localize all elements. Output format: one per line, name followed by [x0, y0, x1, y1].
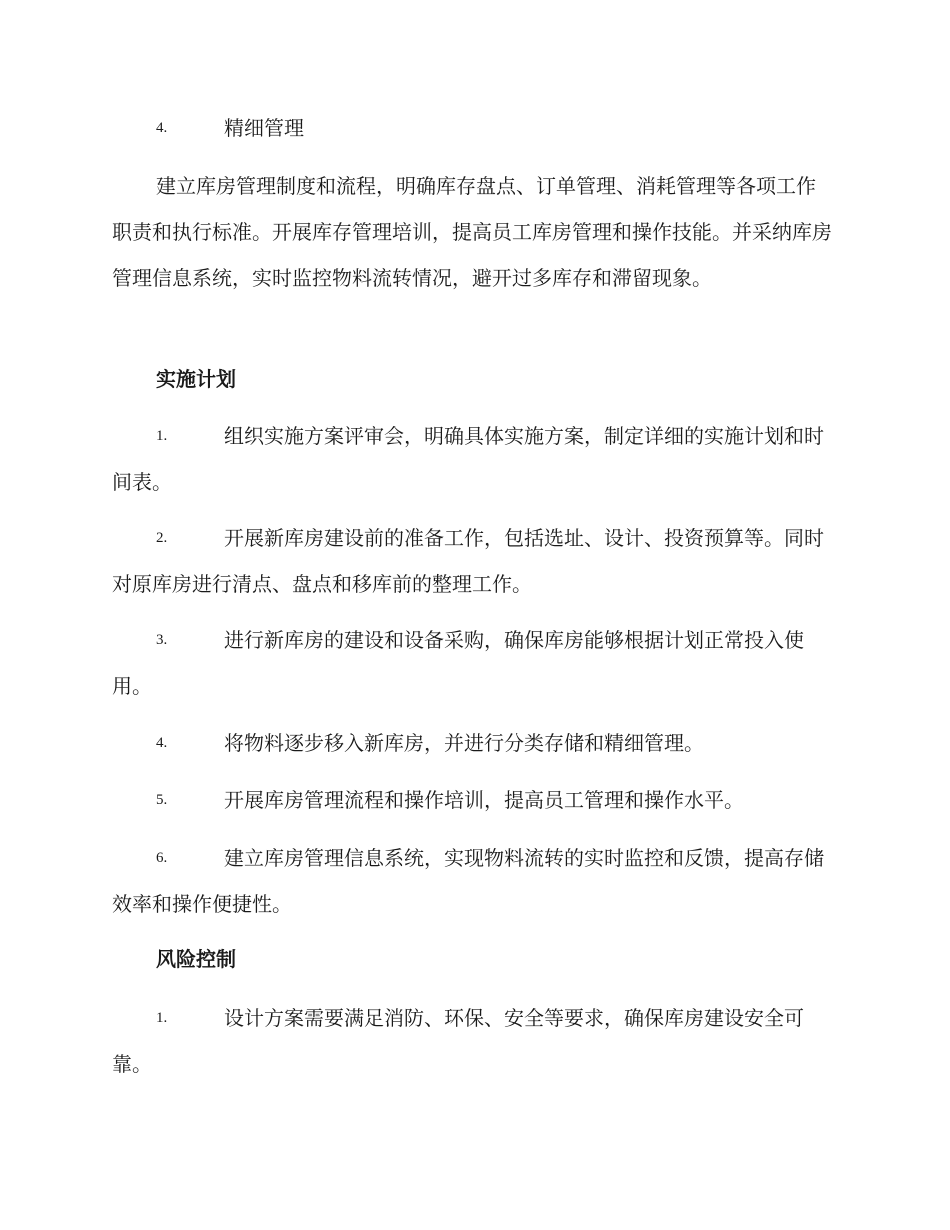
list-item-text: 进行新库房的建设和设备采购，确保库房能够根据计划正常投入使用。 — [112, 628, 804, 698]
list-item — [112, 617, 832, 709]
list-item — [112, 105, 832, 151]
list-item-text: 设计方案需要满足消防、环保、安全等要求，确保库房建设安全可靠。 — [112, 1006, 804, 1076]
list-item-text: 建立库房管理信息系统，实现物料流转的实时监控和反馈，提高存储效率和操作便捷性。 — [112, 846, 824, 916]
list-item-number: 1. — [156, 1010, 168, 1026]
management-paragraph: 建立库房管理制度和流程，明确库存盘点、订单管理、消耗管理等各项工作职责和执行标准。开展库存管理培训，提高员工库房管理和操作技能。并采纳库房管理信息系统，实时监控物料流转情况，避开过多库存和滞留现象。 — [112, 174, 832, 290]
list-item-text: 组织实施方案评审会，明确具体实施方案，制定详细的实施计划和时间表。 — [112, 424, 824, 494]
section-heading-risk: 风险控制 — [156, 947, 236, 971]
list-item-text: 开展库房管理流程和操作培训，提高员工管理和操作水平。 — [224, 788, 744, 812]
list-item — [112, 720, 832, 766]
list-item-title: 精细管理 — [224, 116, 304, 140]
list-item-text: 开展新库房建设前的准备工作，包括选址、设计、投资预算等。同时对原库房进行清点、盘点和移库前的整理工作。 — [112, 526, 824, 596]
section-heading-plan: 实施计划 — [156, 367, 236, 391]
list-item — [112, 515, 832, 607]
list-item-number: 3. — [156, 632, 168, 648]
list-item-number: 4. — [156, 735, 168, 751]
list-item — [112, 413, 832, 505]
list-item-number: 2. — [156, 530, 168, 546]
list-item-text: 将物料逐步移入新库房，并进行分类存储和精细管理。 — [224, 731, 704, 755]
list-item — [112, 835, 832, 927]
list-item — [112, 777, 832, 823]
list-item-number: 4. — [156, 120, 168, 136]
list-item — [112, 995, 832, 1087]
list-item-number: 6. — [156, 850, 168, 866]
list-item-number: 1. — [156, 428, 168, 444]
list-item-number: 5. — [156, 792, 168, 808]
